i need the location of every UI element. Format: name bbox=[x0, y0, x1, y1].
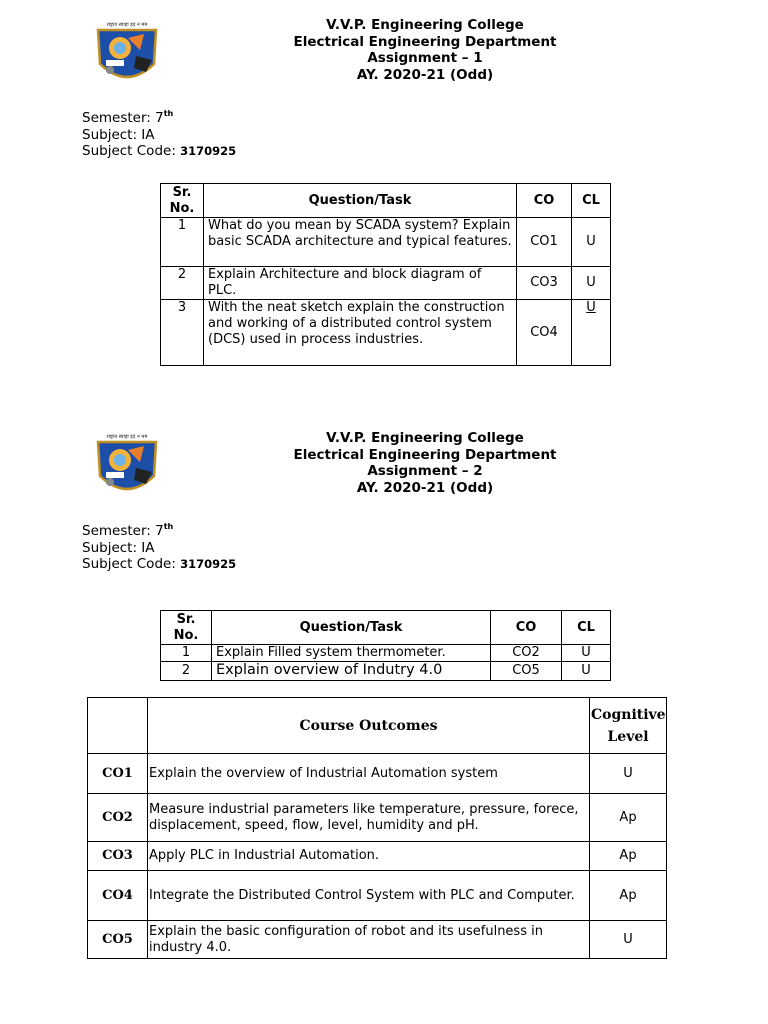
sr-cell: 1 bbox=[161, 218, 204, 267]
course-outcomes-table bbox=[87, 697, 667, 959]
semester-line bbox=[82, 523, 236, 540]
co-level-cell: Ap bbox=[590, 842, 667, 871]
col-header-cl: CL bbox=[572, 184, 611, 218]
subject-line: Subject: IA bbox=[82, 539, 155, 556]
col-header-sr: Sr. No. bbox=[161, 611, 212, 645]
subject-code-line bbox=[82, 143, 236, 160]
subject-code: 3170925 bbox=[180, 557, 237, 571]
semester-suffix: th bbox=[163, 522, 174, 531]
co-desc-cell: Measure industrial parameters like temperature, pressure, forece, displacement, speed, flow, level, humidity and pH. bbox=[148, 794, 590, 842]
co-level-cell: Ap bbox=[590, 794, 667, 842]
col-header-task: Question/Task bbox=[204, 184, 517, 218]
task-cell: What do you mean by SCADA system? Explain basic SCADA architecture and typical features. bbox=[204, 218, 517, 267]
assignment-title: Assignment – 1 bbox=[367, 50, 483, 66]
table-row bbox=[88, 921, 667, 959]
assignment-2-meta bbox=[82, 523, 236, 573]
table-row bbox=[88, 794, 667, 842]
table-header-row bbox=[88, 698, 667, 754]
department-name: Electrical Engineering Department bbox=[293, 33, 557, 50]
assignment-title: Assignment – 2 bbox=[367, 463, 483, 479]
college-name: V.V.P. Engineering College bbox=[326, 430, 524, 446]
semester-suffix: th bbox=[163, 109, 174, 118]
col-header-co: CO bbox=[517, 184, 572, 218]
col-header-level: Cognitive Level bbox=[590, 698, 667, 754]
college-logo bbox=[92, 20, 162, 88]
sr-cell: 2 bbox=[161, 662, 212, 681]
assignment-1-table bbox=[160, 183, 611, 366]
co-desc-cell: Explain the overview of Industrial Automation system bbox=[148, 754, 590, 794]
college-name: V.V.P. Engineering College bbox=[326, 17, 524, 33]
assignment-2-header bbox=[240, 430, 610, 496]
co-id-cell: CO4 bbox=[88, 871, 148, 921]
subject-line: Subject: IA bbox=[82, 126, 155, 143]
col-header-co: CO bbox=[491, 611, 562, 645]
logo-motto: राष्ट्राय स्वाहा इदं न मम bbox=[106, 434, 148, 440]
task-cell: With the neat sketch explain the construction and working of a distributed control system (DCS) used in process industries. bbox=[204, 300, 517, 366]
subject-code: 3170925 bbox=[180, 144, 237, 158]
academic-year: AY. 2020-21 (Odd) bbox=[356, 479, 494, 496]
semester-line bbox=[82, 110, 236, 127]
co-cell: CO1 bbox=[517, 218, 572, 267]
subject-code-line bbox=[82, 556, 236, 573]
semester-label: Semester: 7 bbox=[82, 110, 164, 126]
table-header-row bbox=[161, 611, 611, 645]
assignment-1-meta bbox=[82, 110, 236, 160]
co-desc-cell: Apply PLC in Industrial Automation. bbox=[148, 842, 590, 871]
col-header-sr: Sr. No. bbox=[161, 184, 204, 218]
task-cell: Explain Architecture and block diagram of PLC. bbox=[204, 267, 517, 300]
assignment-1-header bbox=[240, 17, 610, 83]
co-level-cell: U bbox=[590, 754, 667, 794]
co-level-cell: Ap bbox=[590, 871, 667, 921]
cl-cell: U bbox=[562, 662, 611, 681]
task-cell: Explain Filled system thermometer. bbox=[212, 645, 491, 662]
cl-cell: U bbox=[572, 300, 611, 366]
table-row bbox=[88, 842, 667, 871]
table-row bbox=[161, 645, 611, 662]
sr-cell: 2 bbox=[161, 267, 204, 300]
sr-cell: 1 bbox=[161, 645, 212, 662]
col-header-id bbox=[88, 698, 148, 754]
sr-cell: 3 bbox=[161, 300, 204, 366]
co-id-cell: CO1 bbox=[88, 754, 148, 794]
academic-year: AY. 2020-21 (Odd) bbox=[356, 66, 494, 83]
subject-code-label: Subject Code: bbox=[82, 556, 176, 572]
co-cell: CO3 bbox=[517, 267, 572, 300]
co-desc-cell: Explain the basic configuration of robot and its usefulness in industry 4.0. bbox=[148, 921, 590, 959]
table-row bbox=[161, 300, 611, 366]
co-cell: CO4 bbox=[517, 300, 572, 366]
co-id-cell: CO5 bbox=[88, 921, 148, 959]
co-id-cell: CO2 bbox=[88, 794, 148, 842]
table-row bbox=[88, 754, 667, 794]
cl-cell: U bbox=[572, 267, 611, 300]
table-row bbox=[88, 871, 667, 921]
col-header-task: Question/Task bbox=[212, 611, 491, 645]
table-header-row bbox=[161, 184, 611, 218]
task-cell: Explain overview of Indutry 4.0 bbox=[212, 662, 491, 681]
college-logo bbox=[92, 432, 162, 500]
subject-code-label: Subject Code: bbox=[82, 143, 176, 159]
assignment-2-table bbox=[160, 610, 611, 681]
co-desc-cell: Integrate the Distributed Control System with PLC and Computer. bbox=[148, 871, 590, 921]
co-cell: CO2 bbox=[491, 645, 562, 662]
table-row bbox=[161, 218, 611, 267]
col-header-cl: CL bbox=[562, 611, 611, 645]
cl-cell: U bbox=[562, 645, 611, 662]
semester-label: Semester: 7 bbox=[82, 523, 164, 539]
co-cell: CO5 bbox=[491, 662, 562, 681]
logo-motto: राष्ट्राय स्वाहा इदं न मम bbox=[106, 22, 148, 28]
co-id-cell: CO3 bbox=[88, 842, 148, 871]
department-name: Electrical Engineering Department bbox=[293, 446, 557, 463]
cl-cell: U bbox=[572, 218, 611, 267]
table-row bbox=[161, 662, 611, 681]
table-row bbox=[161, 267, 611, 300]
co-level-cell: U bbox=[590, 921, 667, 959]
col-header-outcomes: Course Outcomes bbox=[148, 698, 590, 754]
